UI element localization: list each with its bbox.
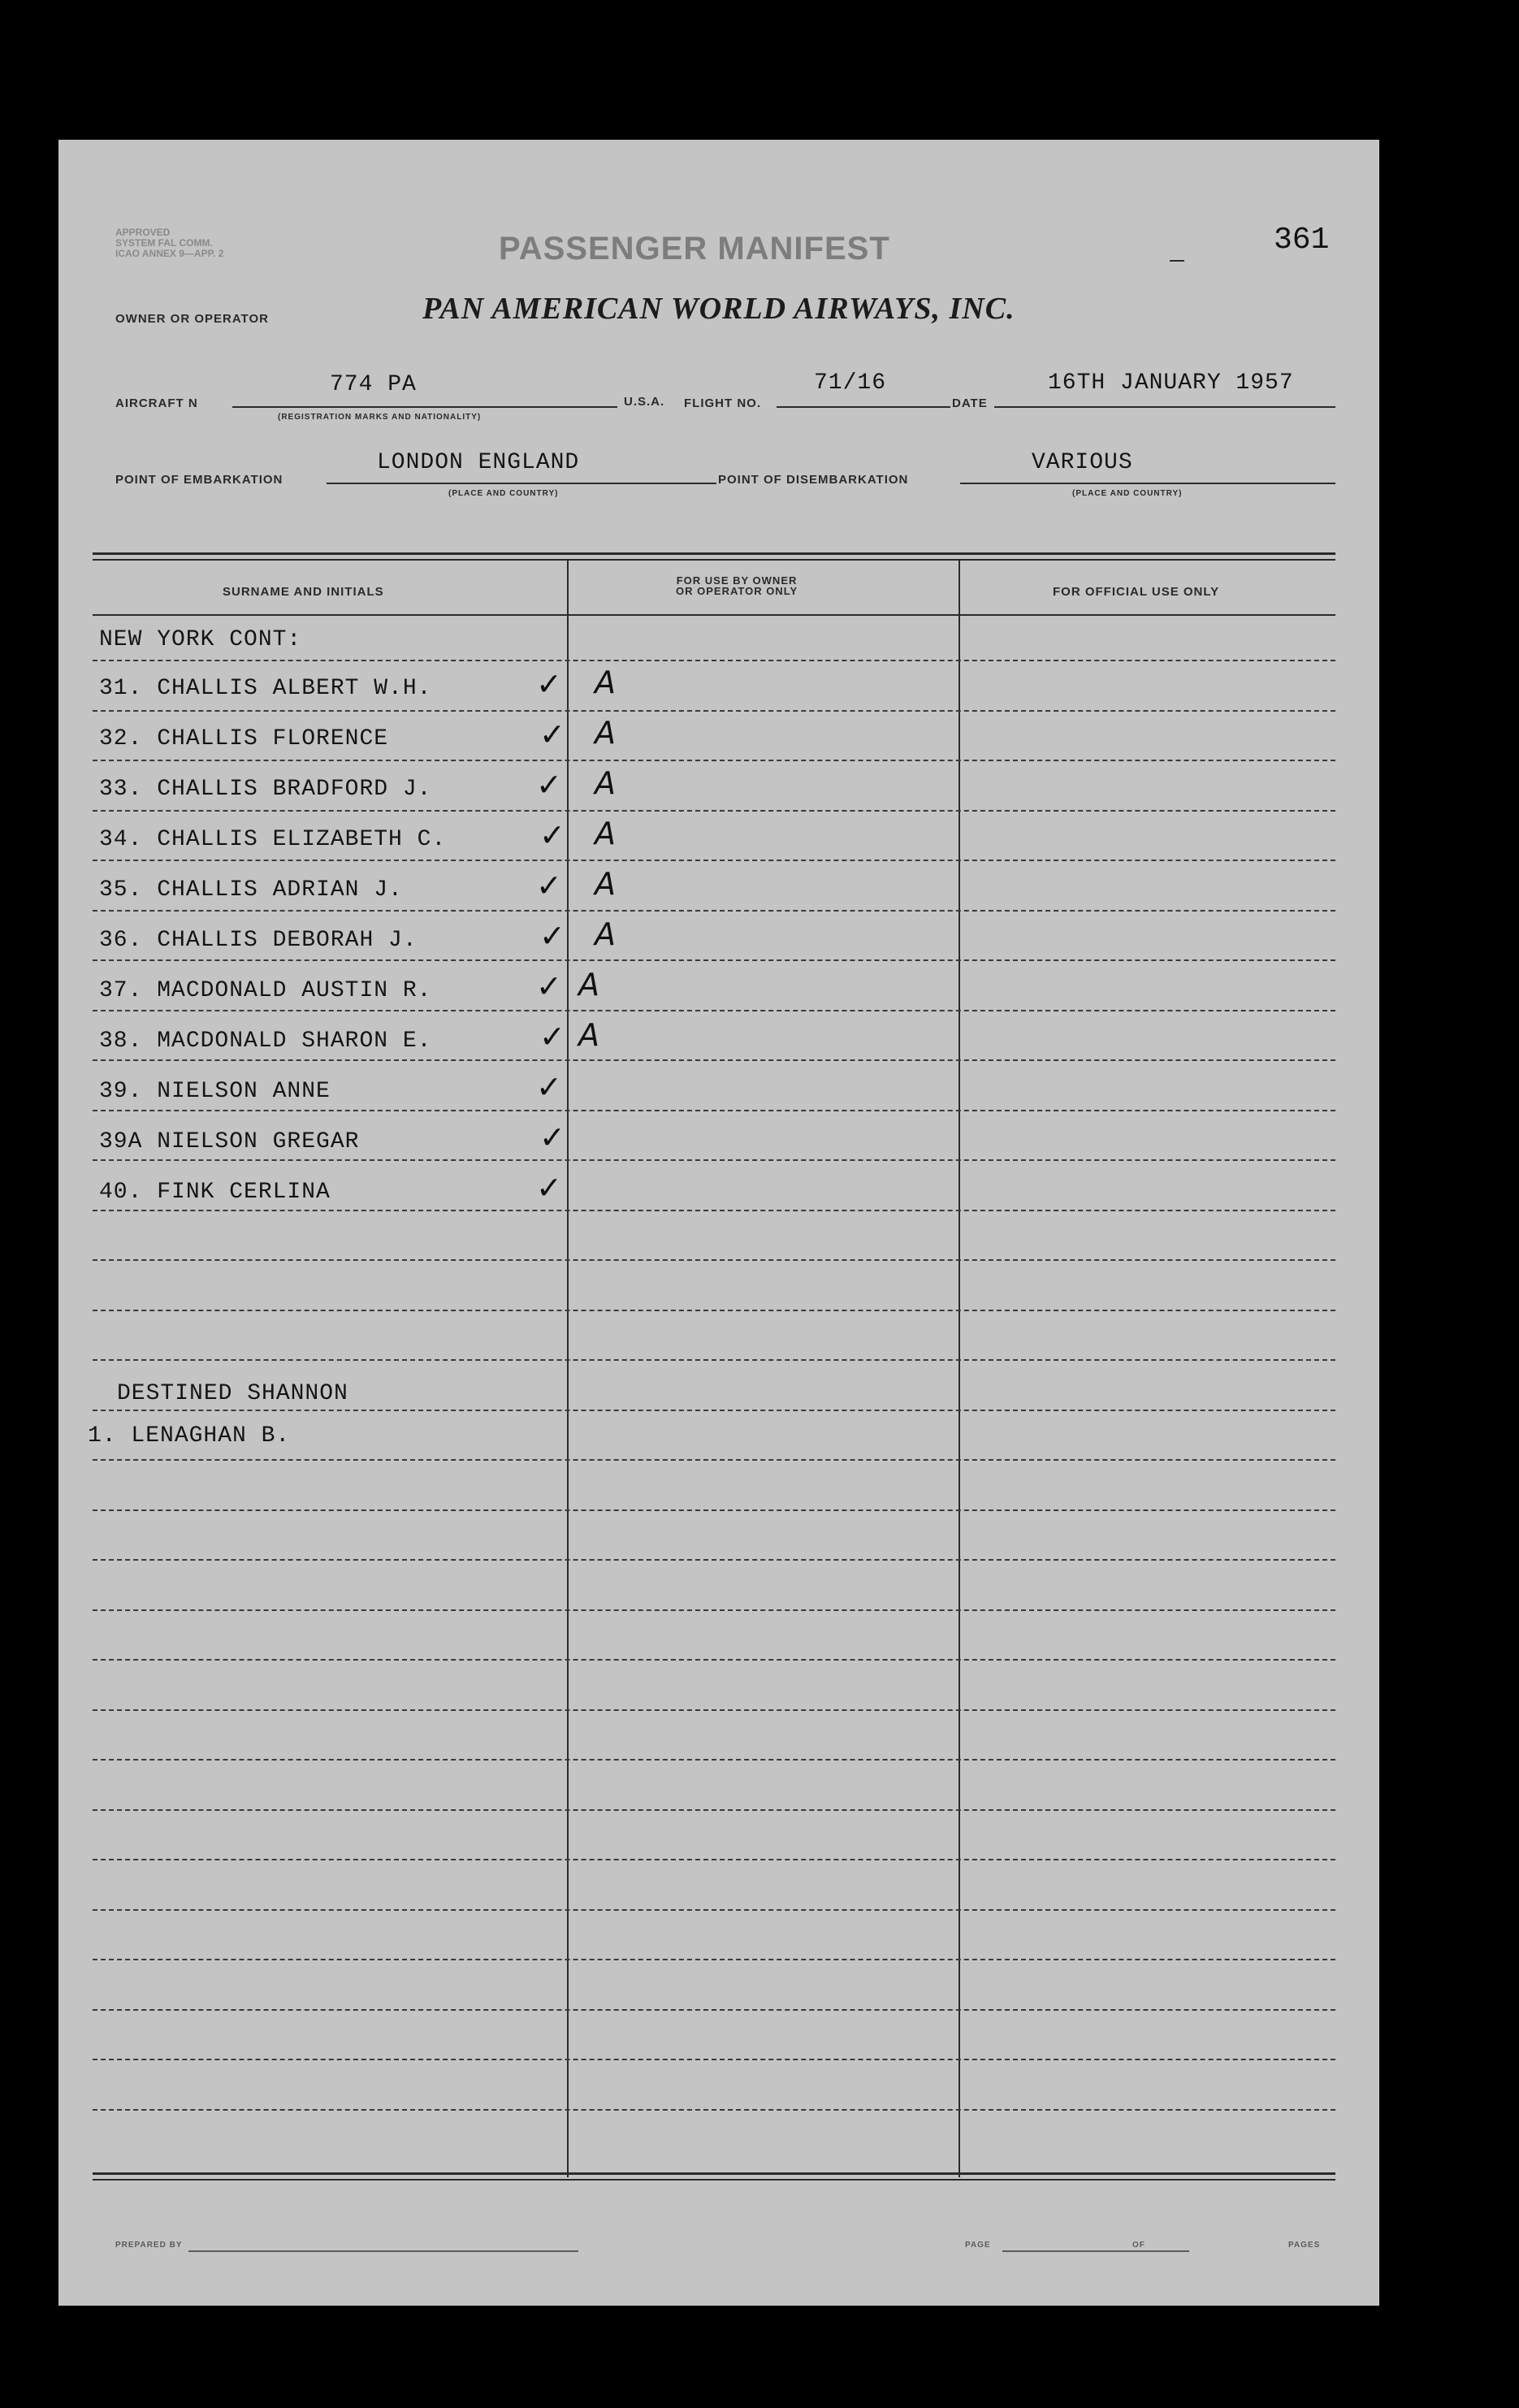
row-rule [93, 760, 1335, 761]
check-mark: ✓ [539, 1019, 565, 1055]
check-mark: ✓ [536, 666, 562, 702]
check-mark: ✓ [539, 817, 565, 853]
disembark-label: POINT OF DISEMBARKATION [718, 473, 909, 487]
handwritten-letter: A [578, 1017, 599, 1053]
row-rule [93, 1159, 1335, 1161]
check-mark: ✓ [536, 868, 562, 903]
check-mark: ✓ [539, 918, 565, 954]
row-rule [93, 2009, 1335, 2011]
table-top-border [93, 552, 1335, 555]
check-mark: ✓ [539, 717, 565, 752]
check-mark: ✓ [536, 968, 562, 1004]
section-heading-new-york: NEW YORK CONT: [99, 627, 302, 652]
row-rule [93, 2109, 1335, 2111]
table-bottom-border [93, 2179, 1335, 2181]
date-label: DATE [952, 396, 988, 410]
handwritten-letter: A [578, 967, 599, 1003]
handwritten-letter: A [595, 816, 616, 851]
embark-caption: (PLACE AND COUNTRY) [448, 489, 559, 498]
flight-value: 71/16 [814, 370, 887, 396]
page-underline [1002, 2250, 1189, 2252]
row-rule [93, 1809, 1335, 1811]
date-value: 16TH JANUARY 1957 [1048, 370, 1294, 396]
column-divider [959, 561, 960, 2177]
aircraft-label: AIRCRAFT N [115, 396, 198, 410]
row-rule [93, 2059, 1335, 2060]
row-rule [93, 1709, 1335, 1711]
approval-note [115, 227, 223, 259]
page-label: PAGE [965, 2241, 991, 2250]
usa-label: U.S.A. [624, 395, 665, 409]
registration-caption: (REGISTRATION MARKS AND NATIONALITY) [278, 413, 482, 422]
row-rule [93, 1609, 1335, 1611]
passenger-entry: 37. MACDONALD AUSTIN R. [99, 978, 432, 1003]
table-bottom-border [93, 2172, 1335, 2175]
section-heading-shannon: DESTINED SHANNON [117, 1381, 348, 1406]
passenger-entry: 36. CHALLIS DEBORAH J. [99, 928, 418, 953]
passenger-entry: 33. CHALLIS BRADFORD J. [99, 777, 432, 802]
row-rule [93, 1559, 1335, 1561]
row-rule [93, 1909, 1335, 1911]
row-rule [93, 1010, 1335, 1011]
passenger-entry: 39A NIELSON GREGAR [99, 1129, 360, 1154]
flight-label: FLIGHT NO. [684, 396, 761, 410]
handwritten-letter: A [595, 665, 616, 700]
handwritten-letter: A [595, 866, 616, 902]
aircraft-underline [232, 406, 617, 408]
handwritten-letter: A [595, 916, 616, 952]
passenger-entry: 34. CHALLIS ELIZABETH C. [99, 827, 447, 852]
disembark-caption: (PLACE AND COUNTRY) [1072, 489, 1183, 498]
manifest-sheet [58, 140, 1379, 2306]
passenger-entry: 31. CHALLIS ALBERT W.H. [99, 676, 432, 701]
check-mark: ✓ [536, 1170, 562, 1206]
disembark-underline [960, 483, 1335, 484]
row-rule [93, 1509, 1335, 1511]
table-header-border [93, 614, 1335, 616]
embark-value: LONDON ENGLAND [377, 450, 580, 475]
approval-line: SYSTEM FAL COMM. [115, 237, 213, 249]
passenger-entry: 35. CHALLIS ADRIAN J. [99, 877, 403, 903]
prepared-by-label: PREPARED BY [115, 2241, 183, 2250]
approval-line: APPROVED [115, 227, 171, 238]
owner-value: PAN AMERICAN WORLD AIRWAYS, INC. [422, 292, 1015, 326]
column-header-line: FOR USE BY OWNER [676, 574, 798, 587]
embark-underline [327, 483, 716, 484]
handwritten-letter: A [595, 715, 616, 751]
date-underline [994, 406, 1335, 408]
disembark-value: VARIOUS [1032, 450, 1133, 475]
table-row: 1. LENAGHAN B. [88, 1423, 291, 1449]
row-rule [93, 660, 1335, 661]
row-rule [93, 1859, 1335, 1860]
column-header-surname: SURNAME AND INITIALS [223, 585, 384, 599]
row-rule [93, 1659, 1335, 1661]
dash-mark [1170, 260, 1184, 262]
row-rule [93, 1110, 1335, 1111]
row-rule [93, 1059, 1335, 1061]
row-rule [93, 860, 1335, 861]
check-mark: ✓ [536, 767, 562, 803]
embark-label: POINT OF EMBARKATION [115, 473, 283, 487]
check-mark: ✓ [539, 1120, 565, 1155]
passenger-entry: 40. FINK CERLINA [99, 1180, 331, 1205]
row-rule [93, 810, 1335, 812]
aircraft-value: 774 PA [330, 372, 417, 397]
row-rule [93, 1310, 1335, 1311]
column-header-official-use: FOR OFFICIAL USE ONLY [1053, 585, 1220, 599]
of-label: OF [1132, 2241, 1145, 2250]
row-rule [93, 910, 1335, 912]
row-rule [93, 959, 1335, 961]
approval-line: ICAO ANNEX 9—APP. 2 [115, 248, 224, 259]
row-rule [93, 1759, 1335, 1761]
handwritten-letter: A [595, 765, 616, 801]
row-rule [93, 1459, 1335, 1461]
row-rule [93, 1359, 1335, 1361]
row-rule [93, 1959, 1335, 1960]
check-mark: ✓ [536, 1069, 562, 1105]
form-title: PASSENGER MANIFEST [499, 231, 890, 266]
column-header-line: OR OPERATOR ONLY [676, 585, 798, 597]
page-number: 361 [1274, 223, 1330, 258]
passenger-entry: 39. NIELSON ANNE [99, 1079, 331, 1104]
owner-label: OWNER OR OPERATOR [115, 312, 269, 326]
row-rule [93, 1410, 1335, 1411]
passenger-entry: 38. MACDONALD SHARON E. [99, 1029, 432, 1054]
flight-underline [777, 406, 950, 408]
row-rule [93, 1259, 1335, 1261]
passenger-entry: 32. CHALLIS FLORENCE [99, 726, 389, 751]
prepared-by-underline [188, 2250, 578, 2252]
column-header-owner-use [676, 575, 798, 596]
column-divider [567, 561, 569, 2177]
pages-label: PAGES [1288, 2241, 1321, 2250]
row-rule [93, 710, 1335, 712]
row-rule [93, 1210, 1335, 1211]
table-top-border [93, 559, 1335, 561]
